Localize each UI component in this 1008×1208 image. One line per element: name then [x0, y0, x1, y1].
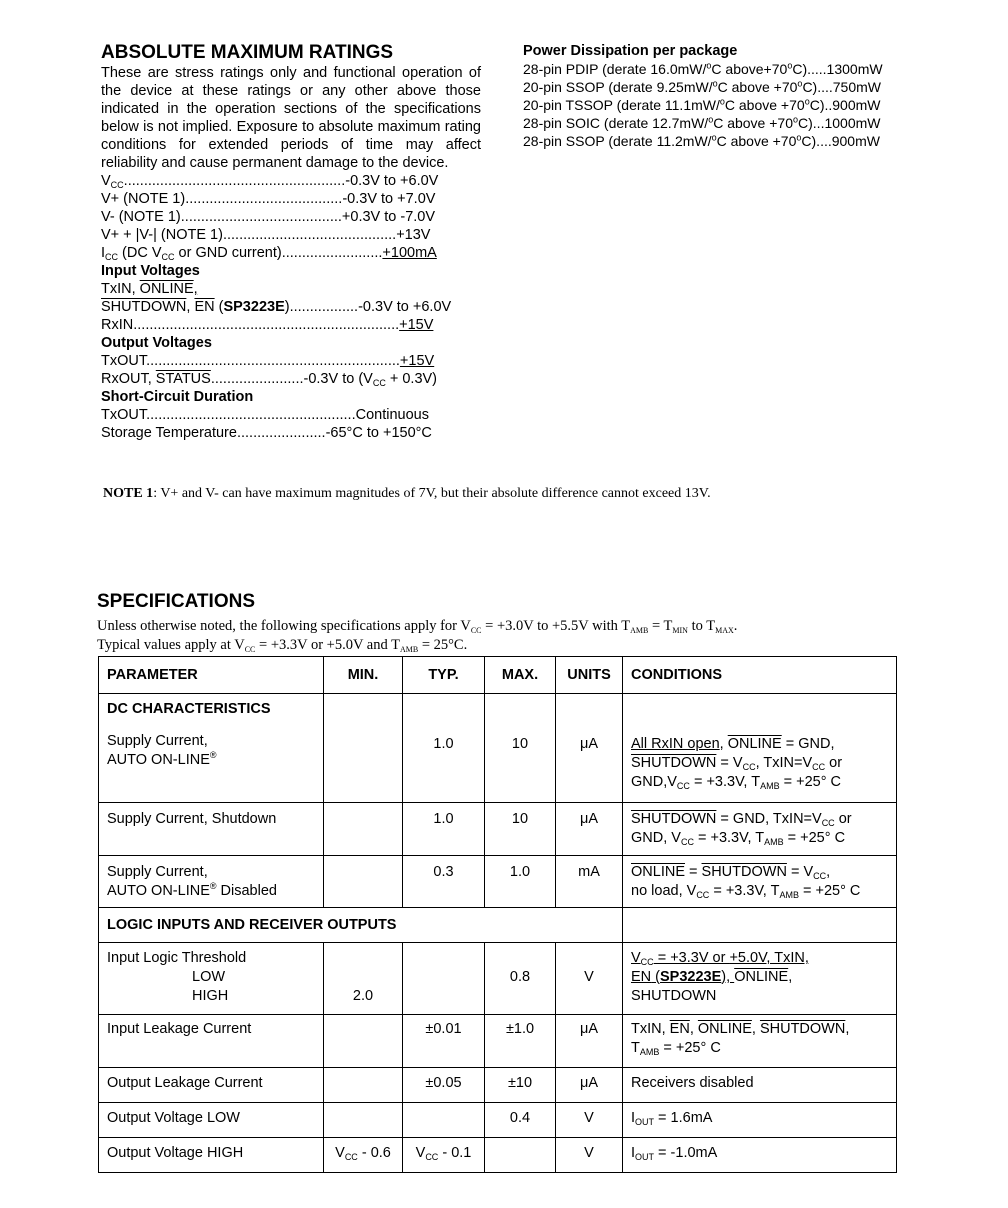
typ-value: 1.0: [433, 736, 454, 752]
param-input-logic-threshold: Input Logic Threshold LOW HIGH: [107, 950, 247, 1004]
conditions-value: SHUTDOWN = GND, $TxIN=V_{CC}$ or GND, $V_{CC} = +3.3V$, $T_{AMB} = +25^\circ$ C: [631, 811, 852, 847]
max-value: 0.8: [509, 969, 531, 985]
typ-value: ±0.05: [425, 1075, 462, 1091]
amr-icc: $I_{CC}$ (DC $V_{CC}$ or GND current).........................+100mA: [101, 245, 437, 262]
amr-short-circuit-heading: Short-Circuit Duration: [101, 389, 254, 405]
amr-txout-short: TxOUT....................................................Continuous: [101, 407, 429, 423]
typ-value: 0.3: [433, 864, 454, 880]
units-value: mA: [578, 864, 600, 880]
conditions-value: All RxIN open, ONLINE = GND, SHUTDOWN = $V_{CC}$, $TxIN=V_{CC}$ or $GND,V_{CC} = +3.3V$, $T_{AMB} = +25^\circ$ C: [631, 736, 843, 791]
amr-txout: TxOUT...............................................................+15V: [101, 353, 435, 369]
conditions-value: $V_{CC} = +3.3V$ or +5.0V, TxIN, EN (SP3223E), ONLINE, SHUTDOWN: [631, 950, 809, 1004]
amr-vplus: V+ (NOTE 1).......................................-0.3V to +7.0V: [101, 191, 436, 207]
power-dissipation-line: 28-pin SOIC (derate 12.7mW/$^o$C above $+70^oC)...1000mW$: [523, 114, 881, 131]
units-value: μA: [579, 1021, 599, 1037]
max-value: ±1.0: [505, 1021, 535, 1037]
units-value: V: [584, 969, 594, 985]
header-max: MAX.: [485, 657, 556, 694]
header-typ: TYP.: [403, 657, 485, 694]
power-dissipation-line: 28-pin SSOP (derate 11.2mW/$^o$C above $+70^oC)....900mW$: [523, 132, 880, 149]
units-value: μA: [579, 1075, 599, 1091]
param-output-voltage-low: Output Voltage LOW: [107, 1110, 240, 1126]
param-input-leakage: Input Leakage Current: [107, 1021, 252, 1037]
amr-rxin: RxIN..................................................................+15V: [101, 317, 434, 333]
table-row: [99, 856, 897, 908]
note-1: NOTE 1: V+ and V- can have maximum magnitudes of 7V, but their absolute difference cannot exceed 13V.: [103, 486, 711, 501]
typ-value: 1.0: [433, 811, 454, 827]
param-supply-current-disabled: Supply Current, AUTO ON-LINE® Disabled: [107, 864, 277, 899]
specifications-table: [98, 656, 897, 1173]
amr-output-voltages-heading: Output Voltages: [101, 335, 212, 351]
conditions-value: $I_{OUT} = -1.0mA$: [631, 1145, 718, 1162]
header-conditions: CONDITIONS: [623, 657, 897, 694]
header-parameter: PARAMETER: [99, 657, 324, 694]
header-min: MIN.: [324, 657, 403, 694]
max-value: 10: [511, 811, 529, 827]
amr-rxout-status: RxOUT, STATUS.......................-0.3V to $(V_{CC} + 0.3V)$: [101, 371, 438, 388]
power-dissipation-section: [523, 42, 923, 150]
units-value: V: [584, 1145, 594, 1161]
amr-txin-online: TxIN, ONLINE,: [101, 281, 198, 297]
absolute-maximum-ratings-section: [101, 42, 481, 442]
amr-vsum: V+ + |V-| (NOTE 1)...........................................+13V: [101, 227, 431, 243]
logic-inputs-heading: LOGIC INPUTS AND RECEIVER OUTPUTS: [107, 917, 397, 933]
conditions-value: TxIN, $\overline{EN}$, ONLINE, SHUTDOWN, $T_{AMB} = +25^\circ$ C: [631, 1021, 850, 1057]
table-row: [99, 803, 897, 856]
table-row: [99, 943, 897, 1015]
amr-storage-temperature: Storage Temperature......................-65°C to +150°C: [101, 425, 432, 441]
amr-vcc: $V_{CC}.......................................................-0.3V$ to +6.0V: [101, 173, 439, 190]
power-dissipation-line: 20-pin SSOP (derate 9.25mW/$^o$C above $+70^oC)....750mW$: [523, 78, 882, 95]
max-value: 10: [511, 736, 529, 752]
table-row: [99, 694, 897, 803]
power-dissipation-title: Power Dissipation per package: [523, 43, 738, 59]
param-supply-current-online: Supply Current, AUTO ON-LINE®: [107, 733, 217, 768]
units-value: μA: [579, 811, 599, 827]
param-output-voltage-high: Output Voltage HIGH: [107, 1145, 244, 1161]
min-value: 2.0: [352, 988, 374, 1004]
power-dissipation-line: 28-pin PDIP (derate 16.0mW/$^o$C $above+70^oC).....1300mW$: [523, 60, 883, 77]
header-units: UNITS: [556, 657, 623, 694]
table-row: [99, 1015, 897, 1068]
amr-vminus: V- (NOTE 1)........................................+0.3V to -7.0V: [101, 209, 436, 225]
units-value: μA: [579, 736, 599, 752]
specifications-intro: Unless otherwise noted, the following specifications apply for $V_{CC} = +3.0V$ to +5.5V with $T_{AMB} = T_{MIN}$ to $T_{MAX}$. Typical values apply at $V_{CC} = +3.3V$ or +5.0V and $T_{AMB} = 25^\circ C$.: [97, 618, 738, 654]
amr-shutdown-en: SHUTDOWN, $\overline{EN}$ (SP3223E).................-0.3V to +6.0V: [101, 299, 452, 315]
max-value: 1.0: [509, 864, 531, 880]
min-value: $V_{CC} - 0.6$: [335, 1145, 391, 1162]
table-header-row: [99, 657, 897, 694]
table-row: [99, 1138, 897, 1173]
amr-intro: These are stress ratings only and functional operation of the device at these ratings or any other above those indicated in the operation sections of the specifications below is not implied. Exposure to absolute maximum rating conditions for extended periods of time may affect reliability and cause permanent damage to the device.: [101, 65, 481, 171]
conditions-value: Receivers disabled: [631, 1075, 754, 1091]
table-row: [99, 1103, 897, 1138]
amr-input-voltages-heading: Input Voltages: [101, 263, 200, 279]
power-dissipation-line: 20-pin TSSOP (derate 11.1mW/$^o$C above $+70^oC)..900mW$: [523, 96, 881, 113]
specifications-title: SPECIFICATIONS: [97, 591, 255, 612]
typ-value: $V_{CC} - 0.1$: [415, 1145, 472, 1162]
param-supply-current-shutdown: Supply Current, Shutdown: [107, 811, 277, 827]
typ-value: ±0.01: [425, 1021, 462, 1037]
max-value: ±10: [507, 1075, 533, 1091]
param-output-leakage: Output Leakage Current: [107, 1075, 263, 1091]
dc-characteristics-heading: DC CHARACTERISTICS: [107, 701, 271, 717]
conditions-value: $I_{OUT} = 1.6mA$: [631, 1110, 713, 1127]
table-row: [99, 908, 897, 943]
amr-title: ABSOLUTE MAXIMUM RATINGS: [101, 42, 394, 63]
table-row: [99, 1068, 897, 1103]
max-value: 0.4: [509, 1110, 531, 1126]
units-value: V: [584, 1110, 594, 1126]
conditions-value: ONLINE = SHUTDOWN = $V_{CC}$, no load, $V_{CC} = +3.3V$, $T_{AMB} = +25^\circ$ C: [631, 864, 861, 900]
